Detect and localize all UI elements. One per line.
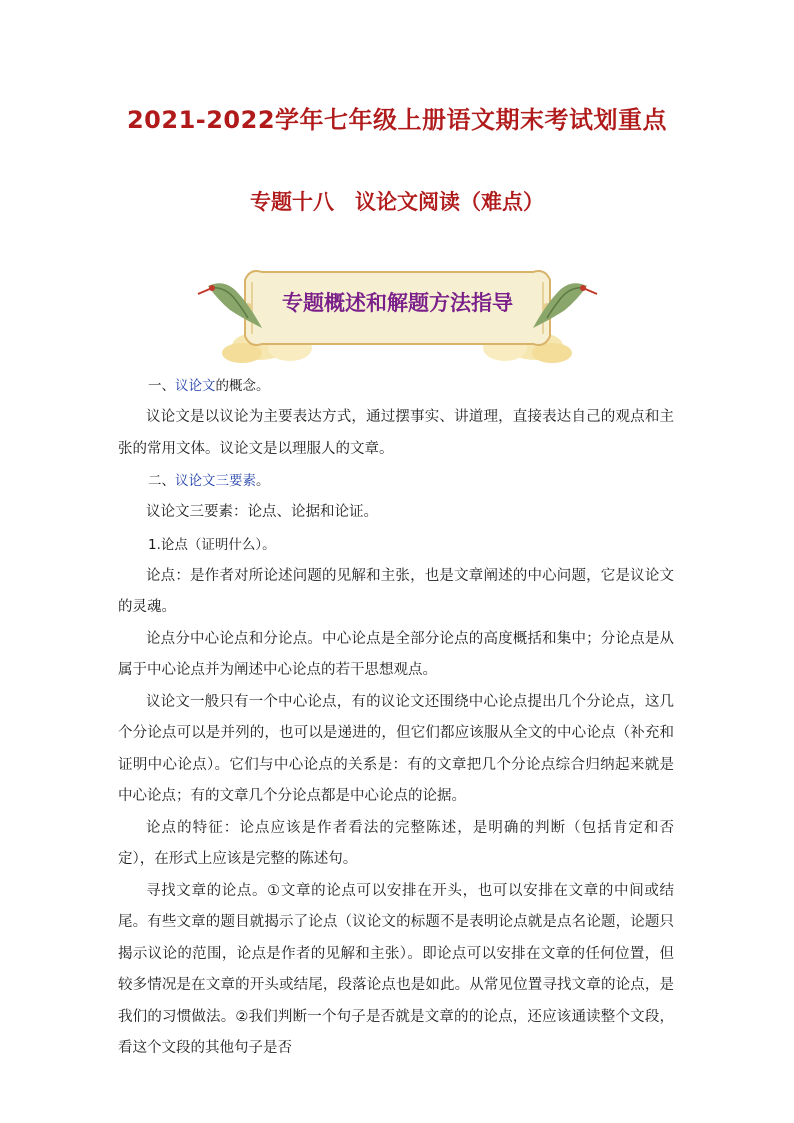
paragraph: 论点分中心论点和分论点。中心论点是全部分论点的高度概括和集中；分论点是从属于中心论点并为阐述中心论点的若干思想观点。: [118, 630, 674, 678]
section-heading-elements: 二、议论文三要素。: [148, 473, 270, 489]
section-heading-thesis: 1.论点（证明什么）。: [148, 536, 276, 553]
paragraph: 议论文是以议论为主要表达方式，通过摆事实、讲道理，直接表达自己的观点和主张的常用文体。议论文是以理服人的文章。: [118, 409, 674, 457]
banner-label: 专题概述和解题方法指导: [282, 291, 513, 315]
paragraph: 论点：是作者对所论述问题的见解和主张，也是文章阐述的中心问题，它是议论文的灵魂。: [118, 567, 674, 615]
section-heading-concept: 一、议论文的概念。: [148, 378, 270, 394]
paragraph: 议论文三要素：论点、论据和论证。: [146, 504, 378, 520]
paragraph: 议论文一般只有一个中心论点，有的议论文还围绕中心论点提出几个分论点，这几个分论点可以是并列的，也可以是递进的，但它们都应该服从全文的中心论点（补充和证明中心论点）。它们与中心论点的关系是：有的文章把几个分论点综合归纳起来就是中心论点；有的文章几个分论点都是中心论点的论据。: [118, 693, 674, 804]
paragraph: 寻找文章的论点。①文章的论点可以安排在开头，也可以安排在文章的中间或结尾。有些文章的题目就揭示了论点（议论文的标题不是表明论点就是点名论题，论题只揭示议论的范围，论点是作者的见解和主张）。即论点可以安排在文章的任何位置，但较多情况是在文章的开头或结尾，段落论点也是如此。从常见位置寻找文章的论点，是我们的习惯做法。②我们判断一个句子是否就是文章的的论点，还应该通读整个文段，看这个文段的其他句子是否: [118, 882, 674, 1056]
document-subtitle: 专题十八 议论文阅读（难点）: [250, 190, 544, 214]
article-body: [118, 370, 674, 1065]
paragraph: 论点的特征：论点应该是作者看法的完整陈述，是明确的判断（包括肯定和否定），在形式上应该是完整的陈述句。: [118, 819, 674, 867]
document-title: 2021-2022学年七年级上册语文期末考试划重点: [126, 106, 668, 134]
